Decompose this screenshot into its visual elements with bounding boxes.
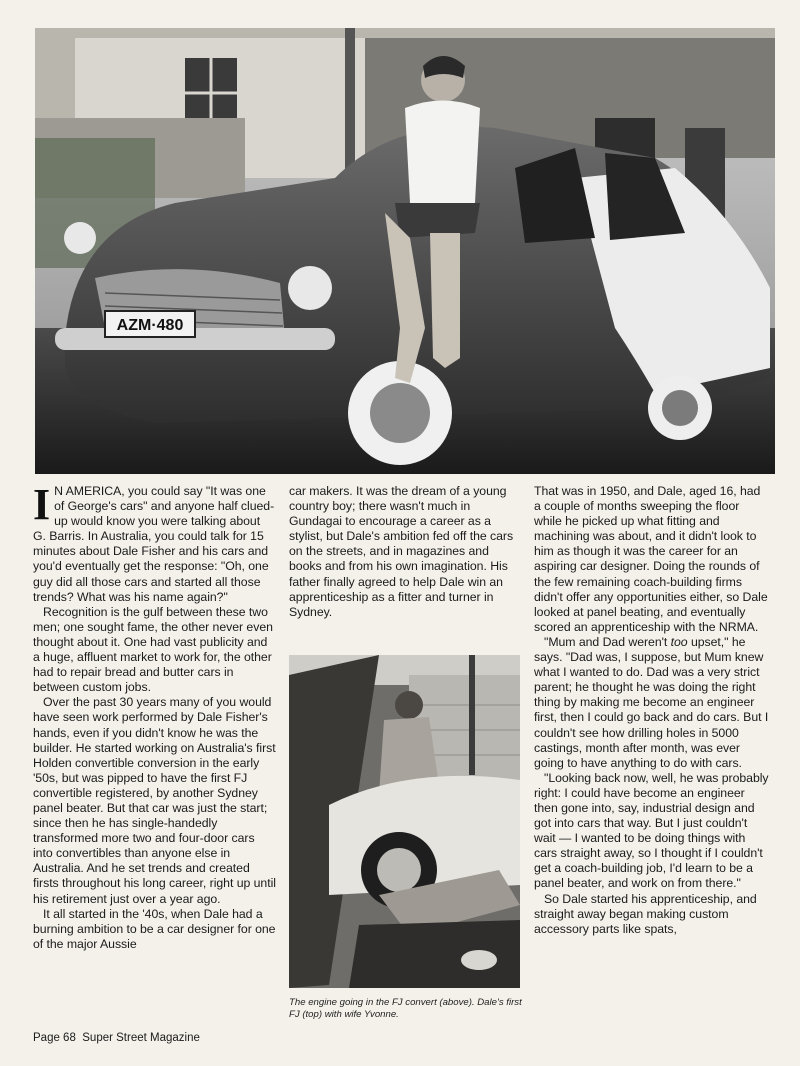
- col3-paragraph-2-start: "Mum and Dad weren't: [544, 634, 671, 649]
- col1-paragraph-4: It all started in the '40s, when Dale had a burning ambition to be a car designer for one of the major Aussie: [33, 906, 276, 951]
- col3-paragraph-2-rest: upset," he says. "Dad was, I suppose, but Mum knew what I wanted to do. Dad was a very strict parent; he thought he was doing the right thing by making me become an engineer first, then I could go back and do cars. But I couldn't see how drilling holes in 5000 castings, month after month, was ever going to have anything to do with cars.: [534, 634, 769, 770]
- top-photo-fj-holden: [35, 28, 775, 474]
- page-footer: [33, 1032, 200, 1044]
- workshop-photo-illustration: [289, 655, 520, 988]
- article-column-3: [534, 484, 770, 937]
- col3-emphasis: too: [670, 634, 688, 649]
- plate-text: AZM·480: [116, 317, 184, 334]
- col2-paragraph-1: car makers. It was the dream of a young country boy; there wasn't much in Gundagai to encourage a career as a stylist, but Dale's ambition fed off the cars on the streets, and in magazines and books and from his own imagination. His father finally agreed to help Dale win an apprenticeship as a fitter and turner in Sydney.: [289, 484, 514, 619]
- intro-paragraph: [33, 480, 276, 605]
- col1-paragraph-3: Over the past 30 years many of you would have seen work performed by Dale Fisher's hands, even if you didn't know he was the builder. He started working on Australia's first Holden convertible conversion in the early '50s, but was pipped to have the first FJ convertible registered, by another Sydney panel beater. But that car was just the start; since then he has single-handedly transformed more two and four-door cars into convertibles than anyone else in Australia. And he set trends and created firsts throughout his long career, right up until his retirement just over a year ago.: [33, 695, 276, 906]
- car-photo-illustration: [35, 28, 775, 474]
- drop-cap: I: [33, 480, 51, 529]
- col3-paragraph-2: [534, 635, 770, 771]
- engine-photo: [289, 655, 520, 988]
- article-column-2: [289, 484, 522, 620]
- photo-caption: The engine going in the FJ convert (above). Dale's first FJ (top) with wife Yvonne.: [289, 997, 522, 1020]
- col3-paragraph-4: So Dale started his apprenticeship, and straight away began making custom accessory parts like spats,: [534, 891, 757, 936]
- col1-paragraph-2: Recognition is the gulf between these two men; one sought fame, the other never even thought about it. One had vast publicity and a huge, affluent market to work for, the other had to repair bread and butter cars in between custom jobs.: [33, 604, 273, 695]
- col1-paragraph-1: N AMERICA, you could say "It was one of George's cars" and anyone half clued-up would know you were talking about G. Barris. In Australia, you could talk for 15 minutes about Dale Fisher and his cars and you'd eventually get the response: "Oh, one guy did all those cars and started all those trends? What was his name again?": [33, 484, 275, 604]
- magazine-name: Super Street Magazine: [82, 1032, 200, 1044]
- col3-paragraph-1: That was in 1950, and Dale, aged 16, had a couple of months sweeping the floor while he picked up what fitting and machining was about, and it didn't look to him as though it was the career for an aspiring car designer. Doing the rounds of the few remaining coach-building firms didn't offer any opportunities either, so Dale looked at panel beating, and eventually scored an apprenticeship with the NRMA.: [534, 484, 768, 634]
- page-number: Page 68: [33, 1032, 76, 1044]
- article-column-1: [33, 480, 276, 952]
- col3-paragraph-3: "Looking back now, well, he was probably right: I could have become an engineer then gone into, say, industrial design and got into cars that way. But I just couldn't wait — I wanted to be doing things with cars straight away, so I thought if I couldn't get a coach-building job, I'd learn to be a panel beater, and work on from there.": [534, 770, 769, 891]
